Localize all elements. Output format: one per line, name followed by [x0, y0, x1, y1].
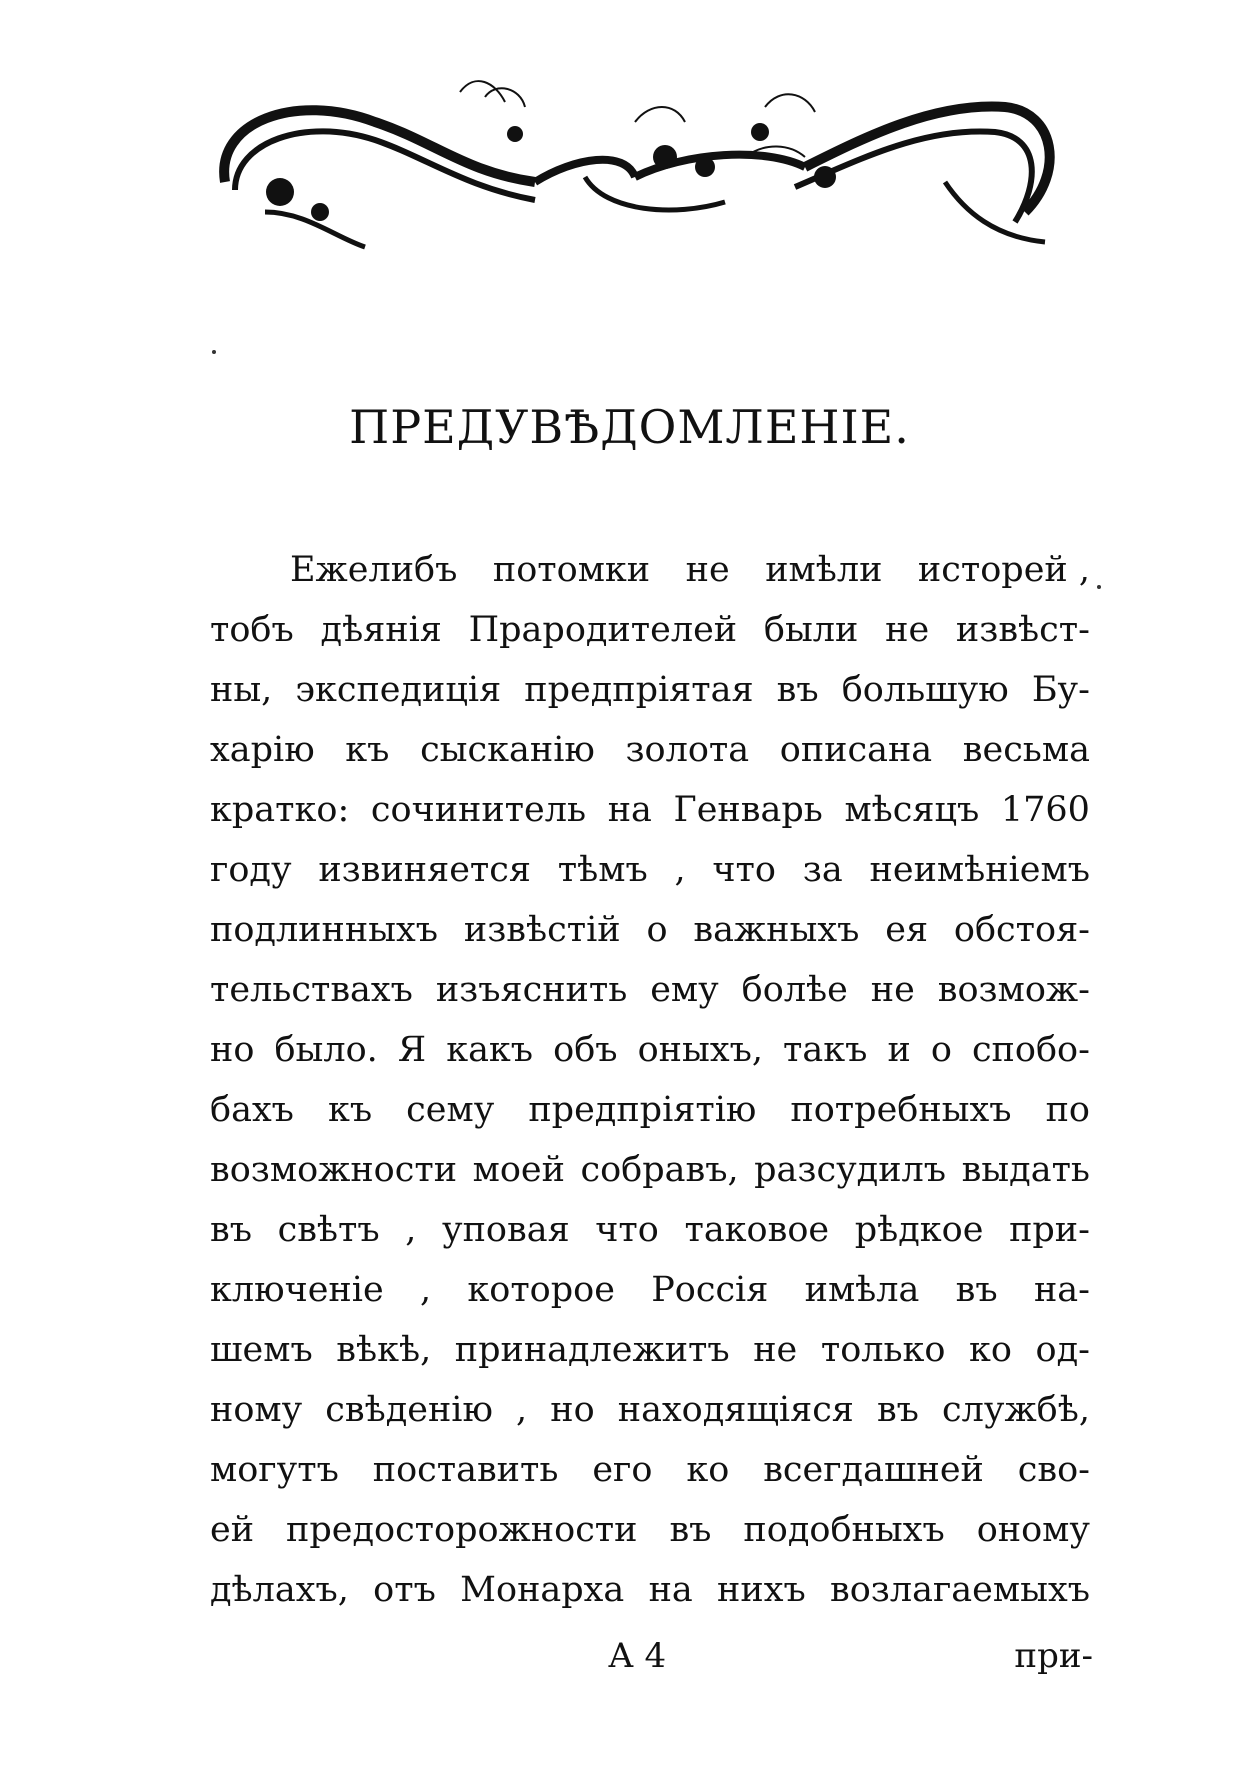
word: въ — [876, 1390, 919, 1430]
word: неимѣніемъ — [869, 850, 1090, 890]
word: дѣянія — [320, 610, 442, 650]
word: собравъ, — [580, 1150, 739, 1190]
word: но — [210, 1030, 255, 1070]
text-line — [210, 1320, 1090, 1380]
word: сво- — [1017, 1450, 1090, 1490]
word: дѣлахъ, — [210, 1570, 349, 1610]
word: ко — [686, 1450, 730, 1490]
text-line — [210, 660, 1090, 720]
word: возможности — [210, 1150, 458, 1190]
word: въ — [210, 1210, 252, 1250]
word: Прародителей — [468, 610, 738, 650]
word: ко — [969, 1330, 1012, 1370]
word: вѣкѣ, — [336, 1330, 432, 1370]
word: изъяснить — [435, 970, 628, 1010]
word: извѣстій — [463, 910, 621, 950]
word: Россія — [651, 1270, 769, 1310]
word: поставить — [372, 1450, 559, 1490]
word: принадлежитъ — [454, 1330, 730, 1370]
text-line — [210, 780, 1090, 840]
text-line — [210, 1200, 1090, 1260]
word: , — [405, 1210, 417, 1250]
word: 1760 — [1000, 790, 1090, 830]
word: Ежелибъ — [290, 550, 458, 590]
text-line — [210, 1440, 1090, 1500]
word: Я — [397, 1030, 427, 1070]
word: сему — [406, 1090, 495, 1130]
word: на — [648, 1570, 693, 1610]
text-line — [210, 1260, 1090, 1320]
word: въ — [776, 670, 819, 710]
word: которое — [467, 1270, 615, 1310]
word: исторей , — [917, 550, 1090, 590]
catchword: при- — [1014, 1636, 1093, 1676]
word: разсудилъ — [754, 1150, 947, 1190]
word: и — [887, 1030, 911, 1070]
text-line — [210, 1560, 1090, 1620]
word: подлинныхъ — [210, 910, 439, 950]
word: Генварь — [673, 790, 823, 830]
word: спобо- — [971, 1030, 1090, 1070]
word: потребныхъ — [790, 1090, 1012, 1130]
word: только — [820, 1330, 946, 1370]
word: возмож- — [937, 970, 1090, 1010]
word: ны, — [210, 670, 273, 710]
word: золота — [625, 730, 750, 770]
word: болѣе — [741, 970, 848, 1010]
text-line — [210, 1080, 1090, 1140]
word: предпріятію — [528, 1090, 757, 1130]
word: на — [607, 790, 652, 830]
word: , — [674, 850, 686, 890]
text-line — [210, 720, 1090, 780]
word: сысканію — [420, 730, 595, 770]
headpiece-ornament — [205, 62, 1065, 262]
word: было. — [274, 1030, 378, 1070]
word: Бу- — [1031, 670, 1090, 710]
word: весьма — [962, 730, 1090, 770]
word: мѣсяцъ — [844, 790, 980, 830]
word: описана — [779, 730, 933, 770]
word: что — [595, 1210, 659, 1250]
word: од- — [1035, 1330, 1090, 1370]
word: ему — [650, 970, 719, 1010]
text-line — [210, 600, 1090, 660]
word: какъ — [446, 1030, 534, 1070]
text-line — [210, 1020, 1090, 1080]
word: потомки — [492, 550, 651, 590]
word: отъ — [373, 1570, 436, 1610]
text-line — [210, 900, 1090, 960]
word: важныхъ — [693, 910, 860, 950]
text-line — [210, 1500, 1090, 1560]
word: такъ — [783, 1030, 868, 1070]
word: свѣтъ — [277, 1210, 380, 1250]
text-line — [210, 1140, 1090, 1200]
word: ключеніе — [210, 1270, 384, 1310]
word: нихъ — [717, 1570, 806, 1610]
text-line — [210, 540, 1090, 600]
text-line — [210, 1380, 1090, 1440]
word: ному — [210, 1390, 303, 1430]
word: ея — [885, 910, 929, 950]
word: таковое — [684, 1210, 830, 1250]
word: экспедиція — [295, 670, 502, 710]
ink-speck — [212, 350, 216, 354]
word: при- — [1009, 1210, 1090, 1250]
word: его — [592, 1450, 653, 1490]
text-line — [210, 960, 1090, 1020]
word: объ — [553, 1030, 618, 1070]
body-text — [210, 540, 1090, 1620]
word: большую — [841, 670, 1009, 710]
word: къ — [345, 730, 390, 770]
word: могутъ — [210, 1450, 339, 1490]
word: обстоя- — [953, 910, 1090, 950]
word: имѣли — [765, 550, 883, 590]
word: Монарха — [460, 1570, 625, 1610]
word: по — [1045, 1090, 1090, 1130]
text-line — [210, 840, 1090, 900]
word: не — [885, 610, 930, 650]
word: къ — [327, 1090, 373, 1130]
word: не — [753, 1330, 798, 1370]
word: подобныхъ — [743, 1510, 945, 1550]
word: всегдашней — [763, 1450, 984, 1490]
word: но — [550, 1390, 595, 1430]
page-title: ПРЕДУВѢДОМЛЕНІЕ. — [349, 400, 910, 454]
word: харію — [210, 730, 315, 770]
word: имѣла — [804, 1270, 920, 1310]
word: , — [516, 1390, 528, 1430]
signature-mark: А 4 — [608, 1636, 667, 1676]
word: ей — [210, 1510, 255, 1550]
word: оныхъ, — [637, 1030, 763, 1070]
word: извѣст- — [955, 610, 1090, 650]
word: о — [930, 1030, 952, 1070]
word: что — [712, 850, 776, 890]
word: не — [685, 550, 730, 590]
word: находящіяся — [617, 1390, 854, 1430]
word: сочинитель — [370, 790, 587, 830]
word: службѣ, — [942, 1390, 1090, 1430]
word: возлагаемыхъ — [830, 1570, 1090, 1610]
word: предосторожности — [286, 1510, 638, 1550]
word: на- — [1033, 1270, 1090, 1310]
word: тѣмъ — [557, 850, 648, 890]
word: году — [210, 850, 292, 890]
word: за — [802, 850, 843, 890]
word: рѣдкое — [854, 1210, 984, 1250]
word: выдать — [961, 1150, 1090, 1190]
word: шемъ — [210, 1330, 313, 1370]
ink-speck — [1097, 585, 1101, 589]
word: свѣденію — [325, 1390, 493, 1430]
word: оному — [976, 1510, 1090, 1550]
word: въ — [669, 1510, 712, 1550]
word: были — [763, 610, 859, 650]
word: кратко: — [210, 790, 350, 830]
word: извиняется — [318, 850, 531, 890]
word: тобъ — [210, 610, 294, 650]
word: бахъ — [210, 1090, 294, 1130]
word: уповая — [442, 1210, 570, 1250]
word: , — [419, 1270, 432, 1310]
word: предпріятая — [524, 670, 754, 710]
page-footer — [0, 1636, 1259, 1692]
word: моей — [472, 1150, 565, 1190]
word: о — [646, 910, 668, 950]
word: не — [870, 970, 915, 1010]
word: тельствахъ — [210, 970, 413, 1010]
word: въ — [955, 1270, 998, 1310]
